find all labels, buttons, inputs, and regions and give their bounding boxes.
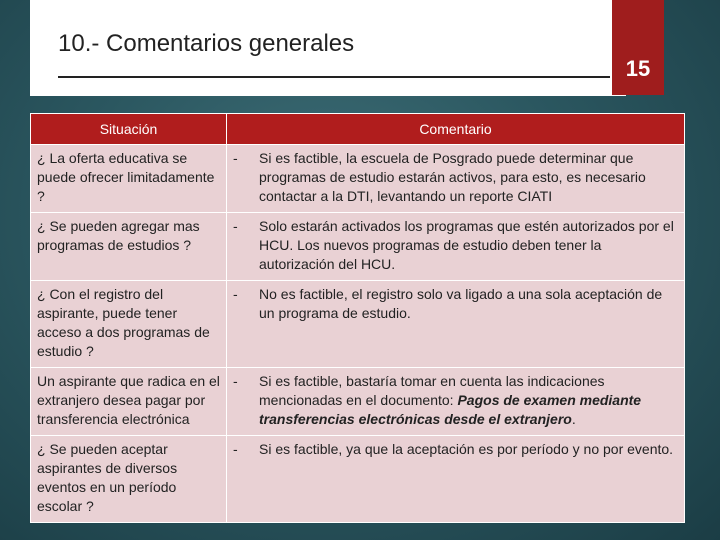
situacion-cell: Un aspirante que radica en el extranjero desea pagar por transferencia electrónica (31, 368, 227, 436)
document-link-title: Pagos de examen mediante transferencias electrónicas desde el extranjero (259, 392, 642, 427)
bullet-dash: - (233, 373, 238, 389)
table-row (31, 213, 685, 281)
table-row (31, 436, 685, 523)
header-situacion: Situación (31, 114, 227, 145)
bullet-dash: - (233, 286, 238, 302)
comentario-text: No es factible, el registro solo va ligado a una sola aceptación de un programa de estudio. (259, 286, 663, 321)
table-row (31, 145, 685, 213)
comentario-cell (227, 368, 685, 436)
comentario-text: Si es factible, la escuela de Posgrado puede determinar que programas de estudio estarán activos, para esto, es necesario contactar a la DTI, levantando un reporte CIATI (259, 150, 646, 204)
comentario-cell (227, 145, 685, 213)
situacion-cell: ¿ Se pueden agregar mas programas de estudios ? (31, 213, 227, 281)
header-comentario: Comentario (227, 114, 685, 145)
situacion-cell: ¿ Con el registro del aspirante, puede tener acceso a dos programas de estudio ? (31, 281, 227, 368)
bullet-dash: - (233, 441, 238, 457)
comentario-text: Si es factible, ya que la aceptación es por período y no por evento. (259, 441, 674, 457)
table-row (31, 368, 685, 436)
table-row (31, 281, 685, 368)
title-underline (58, 76, 610, 78)
comentario-suffix: . (571, 411, 576, 427)
bullet-dash: - (233, 150, 238, 166)
comentario-text: Solo estarán activados los programas que estén autorizados por el HCU. Los nuevos programas de estudio deben tener la autorización del HCU. (259, 218, 674, 272)
comments-table (30, 113, 685, 523)
bullet-dash: - (233, 218, 238, 234)
page-number-badge (612, 0, 664, 95)
page-number: 15 (625, 56, 651, 81)
situacion-cell: ¿ Se pueden aceptar aspirantes de diversos eventos en un período escolar ? (31, 436, 227, 523)
slide-title: 10.- Comentarios generales (58, 30, 355, 57)
situacion-cell: ¿ La oferta educativa se puede ofrecer limitadamente ? (31, 145, 227, 213)
comentario-text (259, 372, 678, 429)
comentario-cell (227, 213, 685, 281)
comentario-cell (227, 281, 685, 368)
table-header-row (31, 114, 685, 145)
comentario-cell (227, 436, 685, 523)
comentario-prefix: Si es factible, bastaría tomar en cuenta las indicaciones mencionadas en el documento: (259, 373, 605, 408)
